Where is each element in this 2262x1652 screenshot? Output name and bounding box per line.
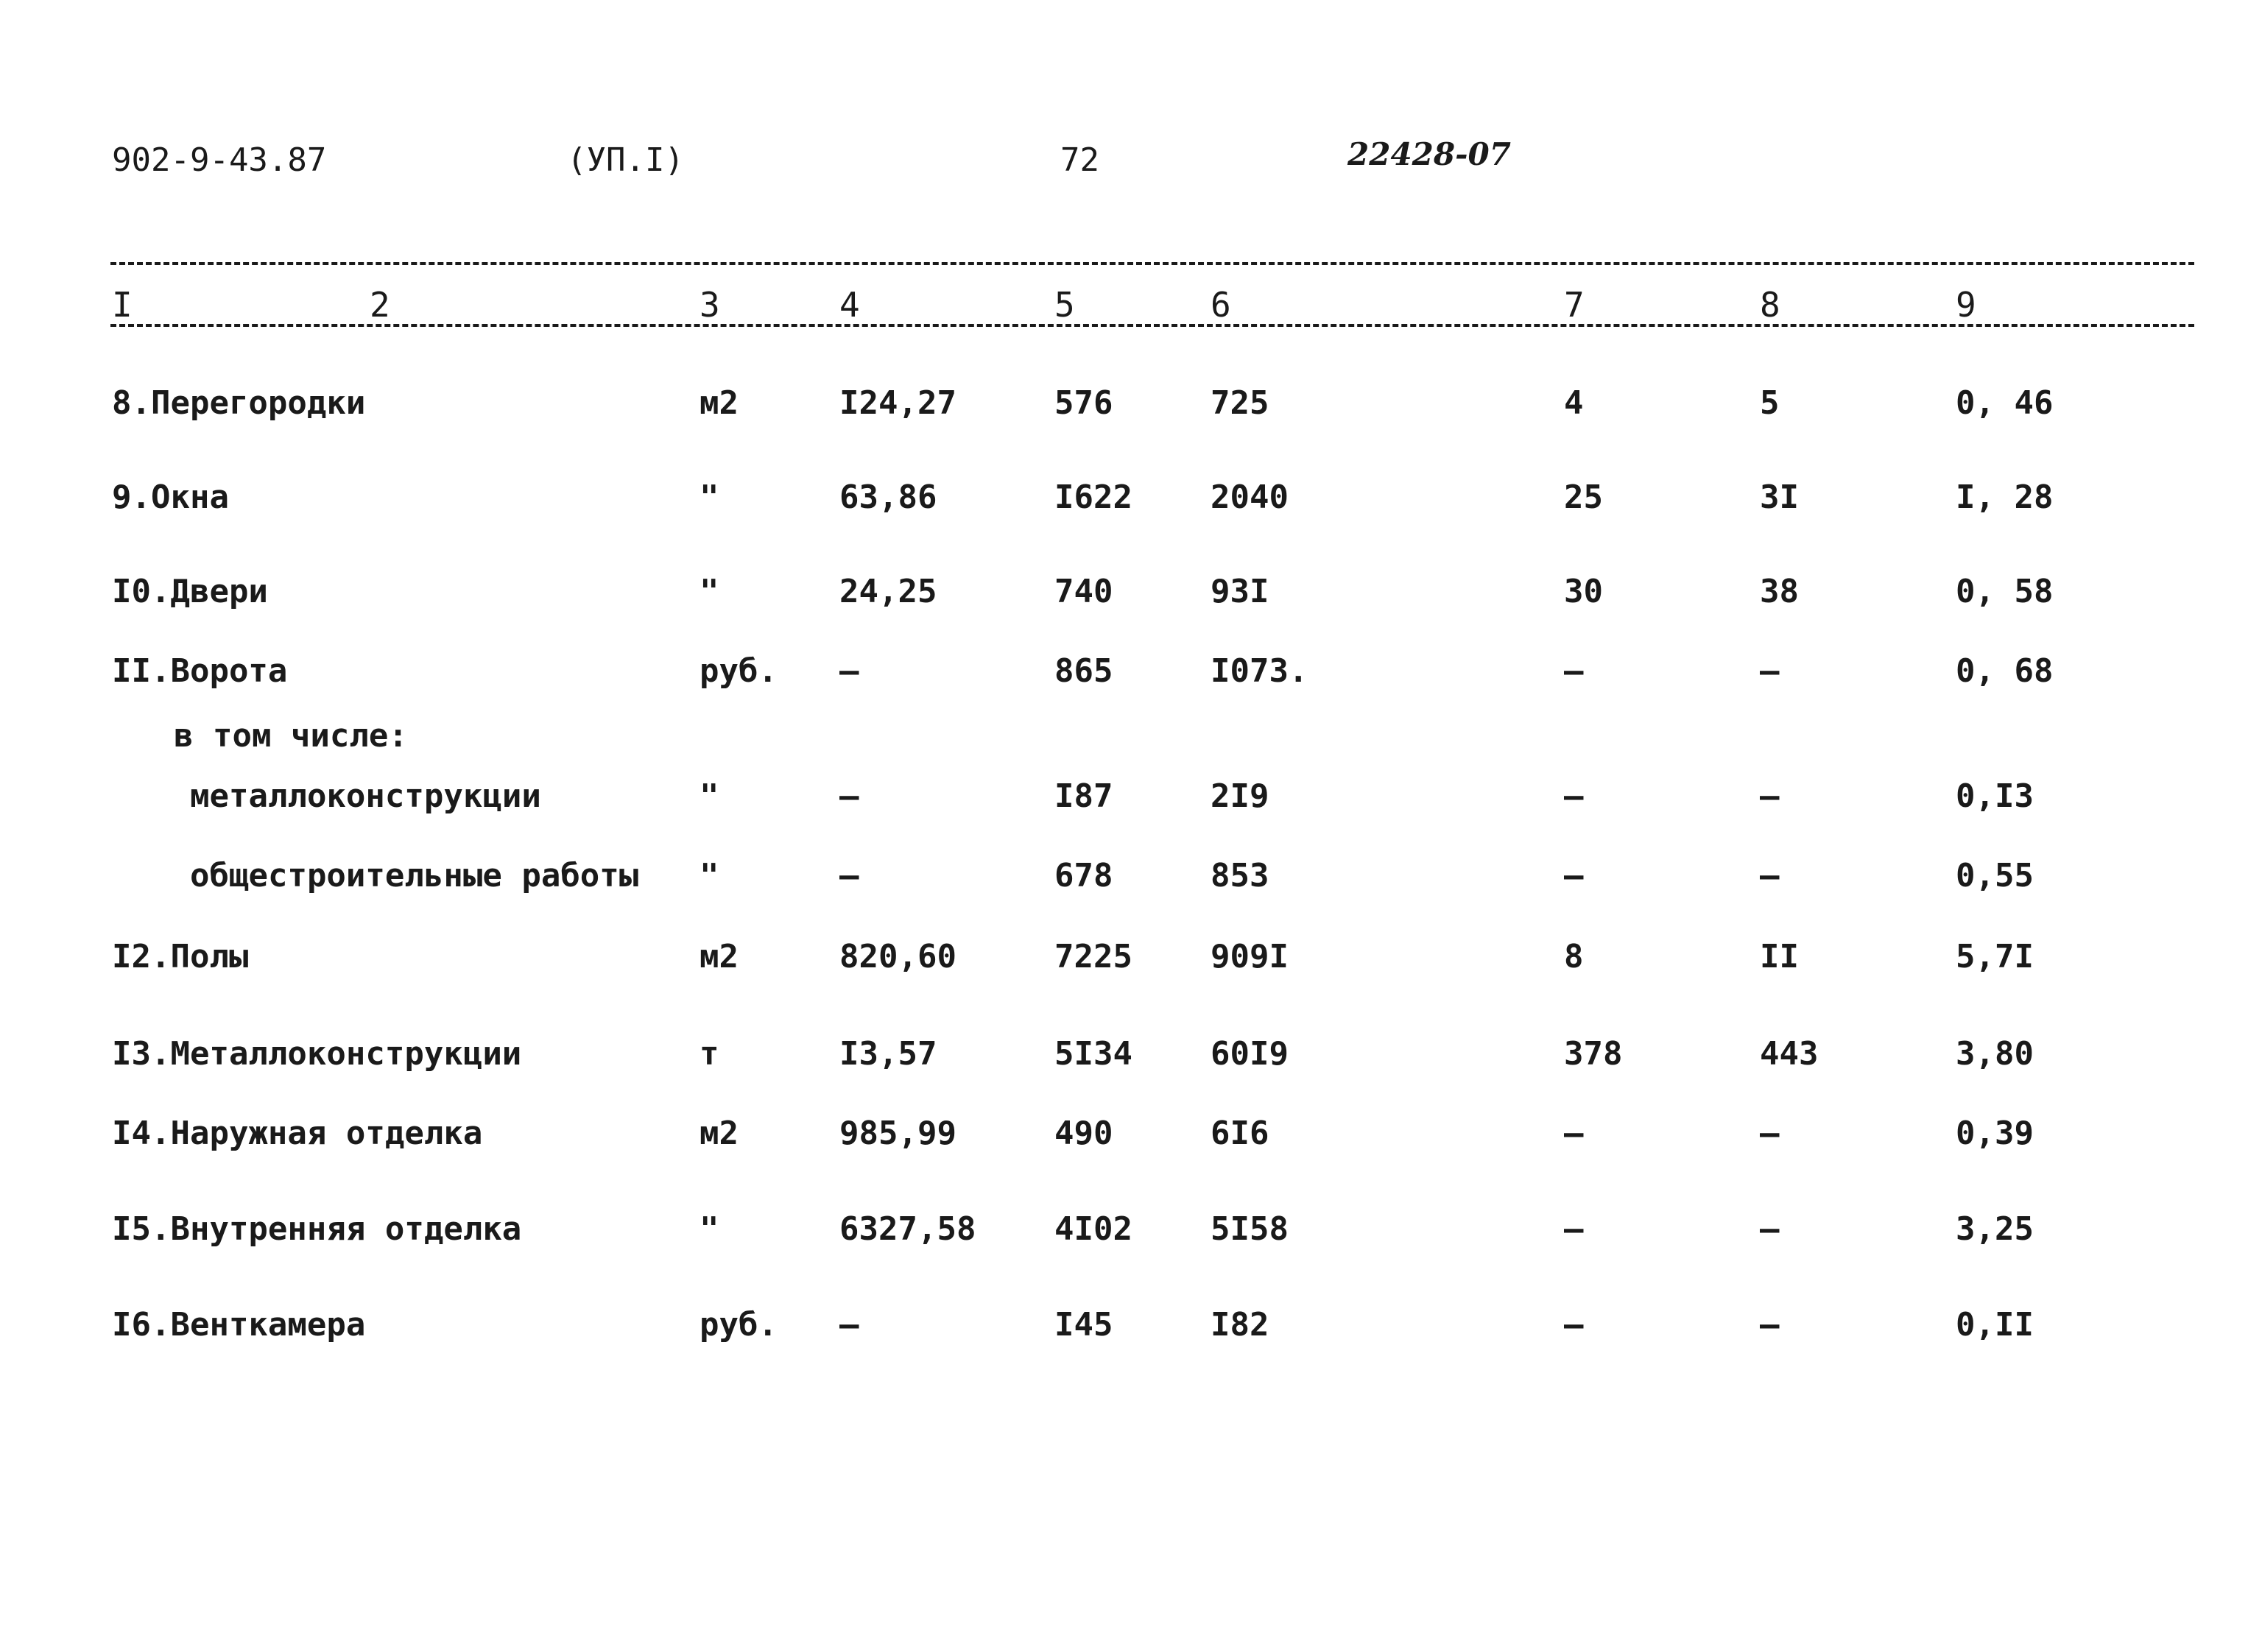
row-name: в том числе:: [174, 717, 408, 755]
row-col9: 0,I3: [1956, 777, 2034, 815]
table-row: [0, 380, 2262, 427]
row-unit: ": [700, 1210, 719, 1248]
table-row: [0, 713, 2262, 760]
row-col6: I073.: [1211, 652, 1308, 690]
column-header-divider: [110, 324, 2194, 327]
row-col6: 60I9: [1211, 1035, 1289, 1073]
row-col7: 25: [1564, 479, 1603, 516]
row-col5: I45: [1054, 1306, 1113, 1344]
row-col6: 2I9: [1211, 777, 1269, 815]
row-col6: 5I58: [1211, 1210, 1289, 1248]
column-number-2: 2: [370, 285, 390, 325]
page-number: 72: [1060, 141, 1099, 179]
row-col7: –: [1564, 1210, 1584, 1248]
column-number-6: 6: [1211, 285, 1231, 325]
row-unit: ": [700, 777, 719, 815]
row-col7: 8: [1564, 938, 1584, 975]
row-col5: 7225: [1054, 938, 1132, 975]
row-col6: 725: [1211, 384, 1269, 422]
row-col8: 443: [1760, 1035, 1819, 1073]
row-name: общестроительные работы: [190, 857, 639, 894]
row-col9: 3,80: [1956, 1035, 2034, 1073]
row-col6: 93I: [1211, 573, 1269, 610]
row-col8: –: [1760, 857, 1780, 894]
row-col9: 0, 68: [1956, 652, 2054, 690]
row-unit: руб.: [700, 652, 778, 690]
row-quantity: I24,27: [839, 384, 956, 422]
row-col5: 865: [1054, 652, 1113, 690]
row-unit: ": [700, 573, 719, 610]
column-number-9: 9: [1956, 285, 1976, 325]
column-number-3: 3: [700, 285, 720, 325]
row-col8: –: [1760, 1306, 1780, 1344]
row-col7: –: [1564, 777, 1584, 815]
row-col7: –: [1564, 1115, 1584, 1152]
row-col5: I87: [1054, 777, 1113, 815]
row-col8: 38: [1760, 573, 1799, 610]
row-name: I3.Металлоконструкции: [112, 1035, 522, 1073]
row-col5: 576: [1054, 384, 1113, 422]
row-unit: м2: [700, 1115, 739, 1152]
row-quantity: –: [839, 652, 859, 690]
row-col8: –: [1760, 1210, 1780, 1248]
column-number-7: 7: [1564, 285, 1585, 325]
row-unit: ": [700, 479, 719, 516]
row-col9: 0,55: [1956, 857, 2034, 894]
row-col9: 0,39: [1956, 1115, 2034, 1152]
document-code: 902-9-43.87: [112, 141, 327, 179]
row-name: I0.Двери: [112, 573, 268, 610]
section-label: (УП.I): [567, 141, 684, 179]
row-col5: 740: [1054, 573, 1113, 610]
row-col6: 6I6: [1211, 1115, 1269, 1152]
row-col5: 5I34: [1054, 1035, 1132, 1073]
row-unit: т: [700, 1035, 719, 1073]
row-col5: 490: [1054, 1115, 1113, 1152]
table-row: [0, 474, 2262, 521]
row-quantity: –: [839, 1306, 859, 1344]
column-number-8: 8: [1760, 285, 1780, 325]
table-row: [0, 1110, 2262, 1157]
row-col8: –: [1760, 652, 1780, 690]
row-col6: 853: [1211, 857, 1269, 894]
row-col9: 0, 58: [1956, 573, 2054, 610]
row-col7: 378: [1564, 1035, 1623, 1073]
table-row: [0, 933, 2262, 981]
row-col7: 4: [1564, 384, 1584, 422]
row-quantity: I3,57: [839, 1035, 937, 1073]
handwritten-code: 22428-07: [1347, 136, 1511, 172]
row-name: металлоконструкции: [190, 777, 541, 815]
row-col8: II: [1760, 938, 1799, 975]
row-col5: I622: [1054, 479, 1132, 516]
row-unit: ": [700, 857, 719, 894]
row-quantity: 6327,58: [839, 1210, 976, 1248]
row-name: I6.Венткамера: [112, 1306, 366, 1344]
row-col9: 3,25: [1956, 1210, 2034, 1248]
table-row: [0, 853, 2262, 900]
row-name: 8.Перегородки: [112, 384, 366, 422]
row-col9: 0, 46: [1956, 384, 2054, 422]
table-row: [0, 773, 2262, 820]
row-col8: –: [1760, 1115, 1780, 1152]
table-row: [0, 1302, 2262, 1349]
row-name: 9.Окна: [112, 479, 229, 516]
column-number-5: 5: [1054, 285, 1075, 325]
row-col9: I, 28: [1956, 479, 2054, 516]
row-col7: –: [1564, 857, 1584, 894]
row-col8: 3I: [1760, 479, 1799, 516]
row-col6: 2040: [1211, 479, 1289, 516]
row-quantity: 24,25: [839, 573, 937, 610]
row-unit: м2: [700, 384, 739, 422]
row-name: I4.Наружная отделка: [112, 1115, 483, 1152]
row-quantity: –: [839, 777, 859, 815]
row-col5: 4I02: [1054, 1210, 1132, 1248]
row-unit: руб.: [700, 1306, 778, 1344]
row-col7: –: [1564, 1306, 1584, 1344]
row-col9: 5,7I: [1956, 938, 2034, 975]
row-col6: 909I: [1211, 938, 1289, 975]
row-col8: 5: [1760, 384, 1780, 422]
row-col7: 30: [1564, 573, 1603, 610]
row-quantity: 985,99: [839, 1115, 956, 1152]
table-row: [0, 568, 2262, 615]
table-row: [0, 1206, 2262, 1253]
row-unit: м2: [700, 938, 739, 975]
row-quantity: 820,60: [839, 938, 956, 975]
column-number-4: 4: [839, 285, 860, 325]
row-col6: I82: [1211, 1306, 1269, 1344]
row-name: I5.Внутренняя отделка: [112, 1210, 522, 1248]
row-quantity: –: [839, 857, 859, 894]
row-col7: –: [1564, 652, 1584, 690]
table-row: [0, 1031, 2262, 1078]
row-col5: 678: [1054, 857, 1113, 894]
table-row: [0, 648, 2262, 695]
row-col8: –: [1760, 777, 1780, 815]
row-name: I2.Полы: [112, 938, 249, 975]
row-quantity: 63,86: [839, 479, 937, 516]
row-col9: 0,II: [1956, 1306, 2034, 1344]
row-name: II.Ворота: [112, 652, 288, 690]
table-top-divider: [110, 262, 2194, 265]
column-number-1: I: [112, 285, 133, 325]
